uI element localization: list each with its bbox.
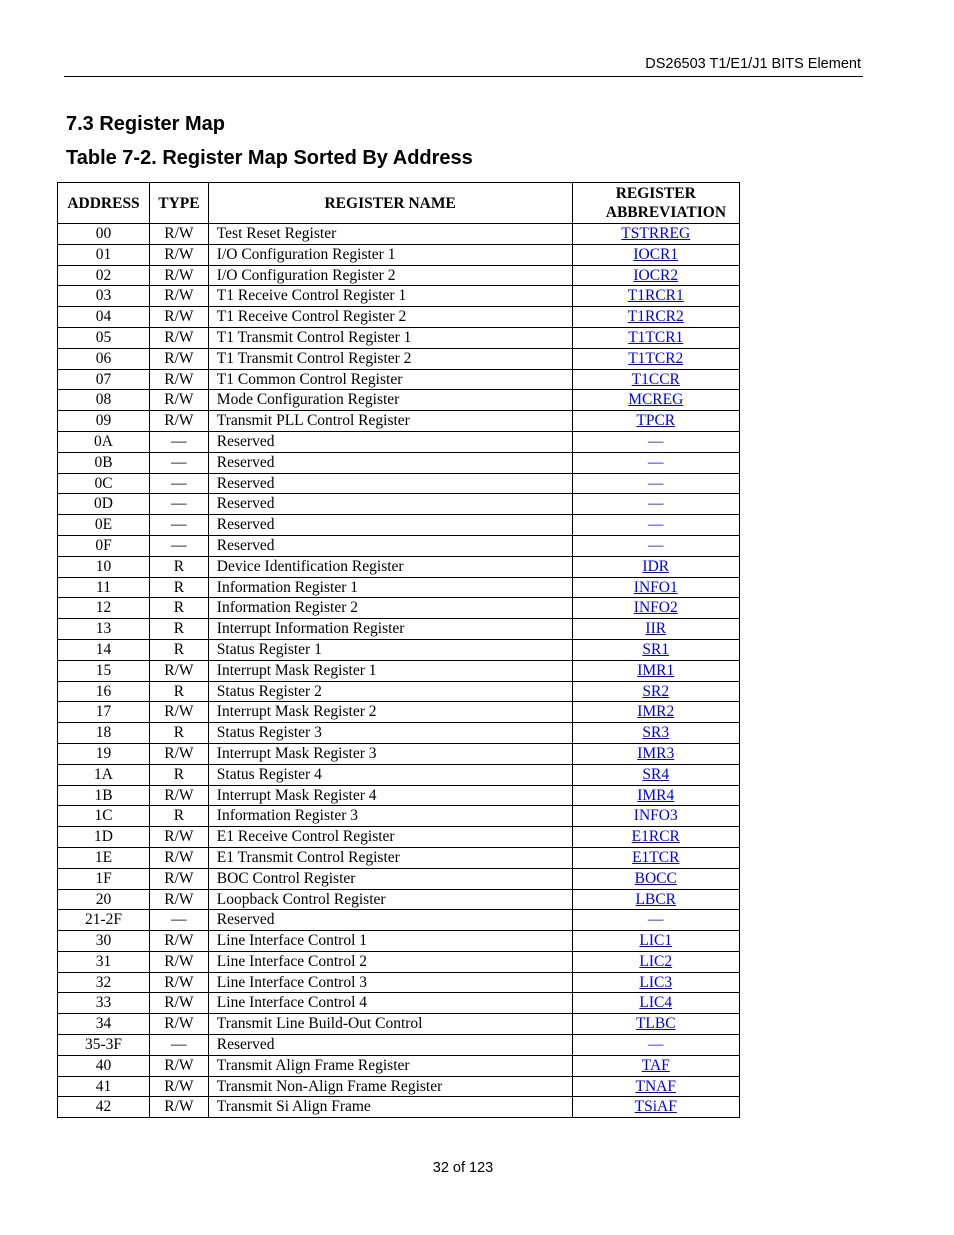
cell-address: 20	[58, 889, 150, 910]
cell-register-abbreviation	[572, 723, 739, 744]
table-row	[58, 993, 740, 1014]
cell-register-abbreviation	[572, 369, 739, 390]
cell-address: 02	[58, 265, 150, 286]
cell-address: 13	[58, 619, 150, 640]
cell-address: 21-2F	[58, 910, 150, 931]
register-abbreviation-text: —	[648, 911, 664, 929]
register-abbreviation-text: —	[648, 474, 664, 492]
cell-type: R/W	[150, 348, 209, 369]
cell-register-abbreviation	[572, 827, 739, 848]
cell-address: 31	[58, 951, 150, 972]
register-abbreviation-link[interactable]: IMR2	[637, 703, 675, 721]
cell-register-abbreviation	[572, 1055, 739, 1076]
register-abbreviation-link[interactable]: T1TCR1	[628, 328, 684, 346]
cell-register-name: Status Register 3	[208, 723, 572, 744]
register-abbreviation-link[interactable]: T1RCR2	[627, 308, 684, 326]
register-abbreviation-link[interactable]: IMR1	[637, 661, 675, 679]
table-row	[58, 639, 740, 660]
cell-type: R	[150, 639, 209, 660]
cell-type: R/W	[150, 847, 209, 868]
cell-type: —	[150, 452, 209, 473]
cell-address: 0B	[58, 452, 150, 473]
cell-address: 03	[58, 286, 150, 307]
cell-register-abbreviation	[572, 452, 739, 473]
cell-register-abbreviation	[572, 639, 739, 660]
cell-register-name: Reserved	[208, 535, 572, 556]
register-abbreviation-link[interactable]: LIC2	[639, 952, 673, 970]
register-abbreviation-link[interactable]: IDR	[642, 557, 670, 575]
register-map-body	[58, 224, 740, 1118]
cell-type: R/W	[150, 972, 209, 993]
cell-address: 1C	[58, 806, 150, 827]
page-number: 32 of 123	[432, 1160, 494, 1176]
register-abbreviation-link[interactable]: SR3	[642, 724, 670, 742]
cell-address: 1F	[58, 868, 150, 889]
cell-address: 10	[58, 556, 150, 577]
cell-type: R/W	[150, 827, 209, 848]
cell-type: R	[150, 681, 209, 702]
cell-register-name: Test Reset Register	[208, 224, 572, 245]
cell-register-abbreviation	[572, 993, 739, 1014]
register-abbreviation-link[interactable]: TLBC	[635, 1015, 676, 1033]
column-header-type: TYPE	[150, 183, 209, 224]
cell-register-name: T1 Transmit Control Register 1	[208, 327, 572, 348]
section-heading: 7.3 Register Map	[66, 113, 225, 135]
cell-register-name: Interrupt Mask Register 4	[208, 785, 572, 806]
cell-register-name: T1 Transmit Control Register 2	[208, 348, 572, 369]
cell-register-name: Reserved	[208, 515, 572, 536]
cell-register-abbreviation	[572, 868, 739, 889]
cell-register-abbreviation	[572, 785, 739, 806]
cell-register-abbreviation	[572, 1035, 739, 1056]
register-abbreviation-link[interactable]: LIC3	[639, 973, 673, 991]
cell-type: R/W	[150, 1055, 209, 1076]
column-header-abbreviation-text: REGISTER ABBREVIATION	[605, 185, 727, 221]
table-row	[58, 723, 740, 744]
table-header-row	[58, 183, 740, 224]
cell-register-name: Line Interface Control 2	[208, 951, 572, 972]
cell-register-abbreviation	[572, 494, 739, 515]
cell-address: 33	[58, 993, 150, 1014]
table-row	[58, 577, 740, 598]
column-header-register-abbreviation	[572, 183, 739, 224]
table-row	[58, 889, 740, 910]
cell-address: 01	[58, 244, 150, 265]
column-header-register-name: REGISTER NAME	[208, 183, 572, 224]
table-row	[58, 265, 740, 286]
cell-type: R	[150, 577, 209, 598]
register-abbreviation-text: —	[648, 516, 664, 534]
cell-register-abbreviation	[572, 411, 739, 432]
document-header-title: DS26503 T1/E1/J1 BITS Element	[645, 56, 861, 72]
cell-register-name: Reserved	[208, 1035, 572, 1056]
cell-address: 19	[58, 743, 150, 764]
cell-type: R/W	[150, 931, 209, 952]
table-row	[58, 764, 740, 785]
cell-address: 05	[58, 327, 150, 348]
cell-register-abbreviation	[572, 702, 739, 723]
register-abbreviation-text: —	[648, 432, 664, 450]
cell-register-abbreviation	[572, 972, 739, 993]
cell-register-name: I/O Configuration Register 1	[208, 244, 572, 265]
cell-address: 40	[58, 1055, 150, 1076]
cell-register-abbreviation	[572, 265, 739, 286]
cell-address: 0C	[58, 473, 150, 494]
cell-type: R/W	[150, 743, 209, 764]
cell-register-name: Reserved	[208, 473, 572, 494]
table-row	[58, 619, 740, 640]
cell-address: 16	[58, 681, 150, 702]
cell-register-name: Reserved	[208, 494, 572, 515]
table-row	[58, 1035, 740, 1056]
cell-type: R/W	[150, 224, 209, 245]
cell-register-abbreviation	[572, 598, 739, 619]
table-row	[58, 702, 740, 723]
header-divider	[64, 76, 863, 77]
cell-register-name: Status Register 2	[208, 681, 572, 702]
cell-address: 07	[58, 369, 150, 390]
cell-register-name: Mode Configuration Register	[208, 390, 572, 411]
table-row	[58, 1076, 740, 1097]
table-row	[58, 307, 740, 328]
cell-address: 14	[58, 639, 150, 660]
table-row	[58, 1014, 740, 1035]
cell-type: —	[150, 515, 209, 536]
cell-register-name: E1 Receive Control Register	[208, 827, 572, 848]
register-abbreviation-text: INFO3	[633, 807, 678, 825]
cell-register-name: Transmit PLL Control Register	[208, 411, 572, 432]
cell-address: 42	[58, 1097, 150, 1118]
register-abbreviation-text: —	[648, 536, 664, 554]
register-abbreviation-link[interactable]: SR4	[642, 765, 670, 783]
table-row	[58, 556, 740, 577]
cell-address: 1E	[58, 847, 150, 868]
register-abbreviation-link[interactable]: SR1	[642, 640, 670, 658]
table-row	[58, 660, 740, 681]
cell-type: —	[150, 494, 209, 515]
register-abbreviation-link[interactable]: TSTRREG	[621, 225, 691, 242]
register-abbreviation-link[interactable]: INFO2	[633, 599, 678, 617]
table-row	[58, 785, 740, 806]
cell-register-name: Transmit Non-Align Frame Register	[208, 1076, 572, 1097]
cell-type: R/W	[150, 660, 209, 681]
register-abbreviation-link[interactable]: IIR	[645, 620, 667, 638]
register-abbreviation-link[interactable]: T1TCR2	[628, 349, 684, 367]
cell-register-abbreviation	[572, 681, 739, 702]
cell-register-name: T1 Receive Control Register 1	[208, 286, 572, 307]
cell-address: 1B	[58, 785, 150, 806]
cell-address: 06	[58, 348, 150, 369]
cell-register-name: Line Interface Control 1	[208, 931, 572, 952]
register-abbreviation-link[interactable]: LBCR	[635, 890, 676, 908]
register-abbreviation-link[interactable]: E1TCR	[632, 848, 680, 866]
register-abbreviation-link[interactable]: MCREG	[628, 391, 684, 409]
table-row	[58, 494, 740, 515]
cell-type: R	[150, 598, 209, 619]
table-row	[58, 1097, 740, 1118]
cell-register-abbreviation	[572, 931, 739, 952]
cell-address: 12	[58, 598, 150, 619]
cell-address: 04	[58, 307, 150, 328]
table-row	[58, 868, 740, 889]
cell-type: R/W	[150, 1097, 209, 1118]
cell-register-name: Transmit Si Align Frame	[208, 1097, 572, 1118]
cell-address: 35-3F	[58, 1035, 150, 1056]
cell-type: R/W	[150, 307, 209, 328]
table-row	[58, 743, 740, 764]
cell-register-name: Interrupt Mask Register 1	[208, 660, 572, 681]
table-row	[58, 369, 740, 390]
table-row	[58, 598, 740, 619]
register-abbreviation-link[interactable]: E1RCR	[631, 828, 680, 846]
table-row	[58, 535, 740, 556]
cell-register-abbreviation	[572, 286, 739, 307]
cell-register-abbreviation	[572, 619, 739, 640]
cell-register-name: Interrupt Mask Register 3	[208, 743, 572, 764]
cell-address: 09	[58, 411, 150, 432]
register-abbreviation-link[interactable]: LIC4	[639, 994, 673, 1012]
cell-register-abbreviation	[572, 390, 739, 411]
cell-register-name: Information Register 1	[208, 577, 572, 598]
cell-type: R	[150, 556, 209, 577]
table-row	[58, 806, 740, 827]
cell-type: —	[150, 473, 209, 494]
cell-register-name: Reserved	[208, 431, 572, 452]
register-abbreviation-link[interactable]: BOCC	[634, 869, 677, 887]
cell-address: 41	[58, 1076, 150, 1097]
cell-address: 18	[58, 723, 150, 744]
cell-type: R/W	[150, 369, 209, 390]
cell-address: 0A	[58, 431, 150, 452]
cell-type: R/W	[150, 889, 209, 910]
cell-type: R/W	[150, 785, 209, 806]
cell-register-name: Transmit Align Frame Register	[208, 1055, 572, 1076]
cell-register-abbreviation	[572, 244, 739, 265]
cell-type: R	[150, 723, 209, 744]
cell-register-abbreviation	[572, 577, 739, 598]
table-row	[58, 327, 740, 348]
register-abbreviation-link[interactable]: LIC1	[639, 932, 673, 950]
cell-register-name: Line Interface Control 3	[208, 972, 572, 993]
table-caption: Table 7-2. Register Map Sorted By Address	[66, 147, 473, 169]
register-abbreviation-link[interactable]: IMR4	[637, 786, 675, 804]
register-abbreviation-text: —	[648, 495, 664, 513]
cell-register-abbreviation	[572, 348, 739, 369]
cell-register-name: Reserved	[208, 452, 572, 473]
cell-type: —	[150, 535, 209, 556]
cell-register-abbreviation	[572, 1097, 739, 1118]
cell-address: 00	[58, 224, 150, 245]
cell-address: 32	[58, 972, 150, 993]
cell-register-abbreviation	[572, 473, 739, 494]
table-row	[58, 515, 740, 536]
cell-register-name: I/O Configuration Register 2	[208, 265, 572, 286]
table-row	[58, 348, 740, 369]
cell-address: 30	[58, 931, 150, 952]
cell-register-abbreviation	[572, 847, 739, 868]
cell-register-abbreviation	[572, 743, 739, 764]
cell-register-name: Reserved	[208, 910, 572, 931]
register-abbreviation-text: —	[648, 453, 664, 471]
register-abbreviation-link[interactable]: SR2	[642, 682, 670, 700]
cell-type: R/W	[150, 702, 209, 723]
cell-register-abbreviation	[572, 1014, 739, 1035]
cell-register-name: Loopback Control Register	[208, 889, 572, 910]
cell-register-abbreviation	[572, 307, 739, 328]
table-row	[58, 431, 740, 452]
table-row	[58, 244, 740, 265]
column-header-address: ADDRESS	[58, 183, 150, 224]
register-abbreviation-link[interactable]: T1CCR	[631, 370, 680, 388]
cell-register-name: T1 Receive Control Register 2	[208, 307, 572, 328]
cell-register-abbreviation	[572, 951, 739, 972]
register-abbreviation-link[interactable]: IMR3	[637, 744, 675, 762]
cell-address: 17	[58, 702, 150, 723]
cell-register-name: Interrupt Information Register	[208, 619, 572, 640]
register-abbreviation-text: —	[648, 1036, 664, 1054]
table-row	[58, 286, 740, 307]
cell-register-abbreviation	[572, 431, 739, 452]
cell-register-name: Interrupt Mask Register 2	[208, 702, 572, 723]
table-row	[58, 847, 740, 868]
table-row	[58, 390, 740, 411]
cell-address: 1A	[58, 764, 150, 785]
cell-register-name: Device Identification Register	[208, 556, 572, 577]
table-row	[58, 411, 740, 432]
table-row	[58, 827, 740, 848]
register-abbreviation-link[interactable]: INFO1	[633, 578, 678, 596]
cell-register-abbreviation	[572, 515, 739, 536]
cell-address: 11	[58, 577, 150, 598]
cell-type: R/W	[150, 390, 209, 411]
cell-register-name: Status Register 4	[208, 764, 572, 785]
cell-type: R/W	[150, 244, 209, 265]
cell-register-abbreviation	[572, 660, 739, 681]
register-abbreviation-link[interactable]: IOCR1	[633, 245, 679, 263]
cell-register-name: Status Register 1	[208, 639, 572, 660]
cell-register-abbreviation	[572, 556, 739, 577]
cell-type: R/W	[150, 327, 209, 348]
cell-type: R/W	[150, 868, 209, 889]
cell-type: R/W	[150, 1076, 209, 1097]
cell-register-name: Line Interface Control 4	[208, 993, 572, 1014]
table-row	[58, 224, 740, 245]
cell-register-name: Information Register 3	[208, 806, 572, 827]
table-row	[58, 931, 740, 952]
cell-type: —	[150, 910, 209, 931]
cell-address: 0D	[58, 494, 150, 515]
cell-type: R/W	[150, 265, 209, 286]
cell-type: R	[150, 806, 209, 827]
register-map-table	[57, 182, 740, 1118]
register-abbreviation-link[interactable]: TNAF	[635, 1077, 676, 1095]
register-abbreviation-link[interactable]: TAF	[641, 1056, 670, 1074]
cell-register-abbreviation	[572, 764, 739, 785]
table-row	[58, 951, 740, 972]
cell-type: R	[150, 619, 209, 640]
cell-type: R/W	[150, 993, 209, 1014]
table-row	[58, 473, 740, 494]
table-row	[58, 1055, 740, 1076]
table-row	[58, 972, 740, 993]
cell-type: R/W	[150, 951, 209, 972]
cell-type: —	[150, 431, 209, 452]
cell-address: 08	[58, 390, 150, 411]
cell-type: R/W	[150, 286, 209, 307]
cell-register-name: T1 Common Control Register	[208, 369, 572, 390]
cell-register-abbreviation	[572, 806, 739, 827]
cell-address: 0F	[58, 535, 150, 556]
cell-address: 34	[58, 1014, 150, 1035]
table-row	[58, 681, 740, 702]
cell-address: 0E	[58, 515, 150, 536]
cell-type: R	[150, 764, 209, 785]
cell-type: R/W	[150, 1014, 209, 1035]
cell-address: 1D	[58, 827, 150, 848]
table-row	[58, 910, 740, 931]
cell-register-name: E1 Transmit Control Register	[208, 847, 572, 868]
cell-register-abbreviation	[572, 910, 739, 931]
register-abbreviation-link[interactable]: TSiAF	[634, 1098, 677, 1116]
register-abbreviation-link[interactable]: TPCR	[636, 412, 676, 430]
cell-register-name: Transmit Line Build-Out Control	[208, 1014, 572, 1035]
cell-type: —	[150, 1035, 209, 1056]
table-row	[58, 452, 740, 473]
cell-type: R/W	[150, 411, 209, 432]
cell-register-abbreviation	[572, 889, 739, 910]
register-abbreviation-link[interactable]: IOCR2	[633, 266, 679, 284]
cell-register-abbreviation	[572, 1076, 739, 1097]
cell-address: 15	[58, 660, 150, 681]
register-abbreviation-link[interactable]: T1RCR1	[627, 287, 684, 305]
cell-register-abbreviation	[572, 224, 739, 245]
cell-register-abbreviation	[572, 535, 739, 556]
cell-register-name: BOC Control Register	[208, 868, 572, 889]
cell-register-abbreviation	[572, 327, 739, 348]
cell-register-name: Information Register 2	[208, 598, 572, 619]
